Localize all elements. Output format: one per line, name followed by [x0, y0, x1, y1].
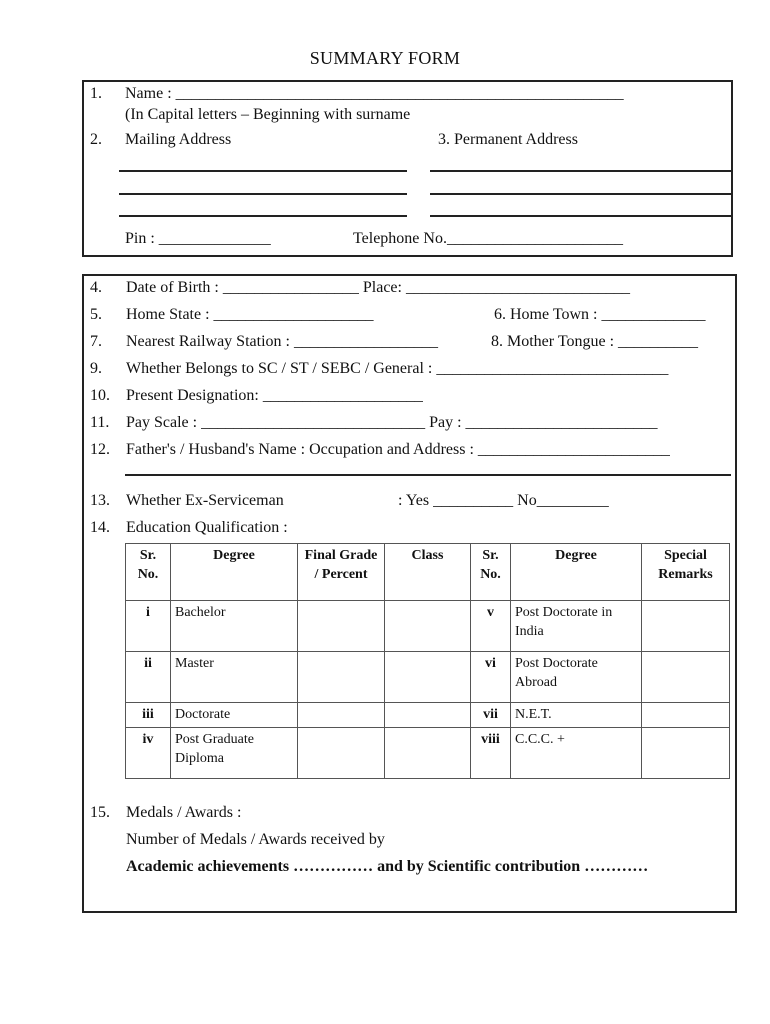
item-number: 7.	[90, 333, 102, 350]
education-table	[125, 543, 730, 779]
item-number: 5.	[90, 306, 102, 323]
degree-cell: N.E.T.	[511, 703, 642, 728]
ex-serviceman-options[interactable]: : Yes __________ No_________	[398, 492, 609, 509]
table-row	[126, 601, 730, 652]
permanent-address-line[interactable]	[430, 215, 731, 217]
mailing-address-line[interactable]	[119, 170, 407, 172]
form-title: SUMMARY FORM	[309, 48, 461, 68]
medals-detail-field[interactable]: Academic achievements …………… and by Scientific contribution …………	[126, 858, 649, 875]
degree-cell: Post Doctorate in India	[511, 601, 642, 652]
sr-no-cell: vii	[471, 703, 511, 728]
sr-no-cell: v	[471, 601, 511, 652]
home-town-field[interactable]: 6. Home Town : _____________	[494, 306, 706, 323]
table-row	[126, 652, 730, 703]
name-field-label[interactable]: Name : ________________________________________________________	[125, 85, 624, 102]
degree-cell: Doctorate	[171, 703, 298, 728]
father-husband-field[interactable]: Father's / Husband's Name : Occupation and Address : ________________________	[126, 441, 670, 458]
column-header: Sr. No.	[126, 544, 171, 601]
degree-cell: Bachelor	[171, 601, 298, 652]
sr-no-cell: i	[126, 601, 171, 652]
sr-no-cell: vi	[471, 652, 511, 703]
degree-cell: Post Graduate Diploma	[171, 728, 298, 779]
sr-no-cell: ii	[126, 652, 171, 703]
item-number-1: 1.	[90, 85, 102, 102]
remarks-input-cell[interactable]	[642, 652, 730, 703]
column-header: Class	[385, 544, 471, 601]
remarks-input-cell[interactable]	[642, 601, 730, 652]
item-number: 9.	[90, 360, 102, 377]
pin-field[interactable]: Pin : ______________	[125, 230, 271, 247]
grade-input-cell[interactable]	[298, 703, 385, 728]
railway-station-field[interactable]: Nearest Railway Station : __________________	[126, 333, 438, 350]
item-number: 10.	[90, 387, 110, 404]
medals-count-label: Number of Medals / Awards received by	[126, 831, 385, 848]
sr-no-cell: iv	[126, 728, 171, 779]
remarks-input-cell[interactable]	[642, 728, 730, 779]
ex-serviceman-label: Whether Ex-Serviceman	[126, 492, 284, 509]
column-header: Final Grade / Percent	[298, 544, 385, 601]
home-state-field[interactable]: Home State : ____________________	[126, 306, 374, 323]
remarks-input-cell[interactable]	[642, 703, 730, 728]
degree-cell: C.C.C. +	[511, 728, 642, 779]
item-number: 11.	[90, 414, 110, 431]
medals-label: Medals / Awards :	[126, 804, 242, 821]
item-number: 13.	[90, 492, 110, 509]
item-number: 4.	[90, 279, 102, 296]
degree-cell: Master	[171, 652, 298, 703]
table-row	[126, 703, 730, 728]
pay-scale-field[interactable]: Pay Scale : ____________________________ Pay : ________________________	[126, 414, 658, 431]
grade-input-cell[interactable]	[298, 728, 385, 779]
education-label: Education Qualification :	[126, 519, 288, 536]
column-header: Sr. No.	[471, 544, 511, 601]
father-husband-line[interactable]	[125, 474, 731, 476]
dob-place-field[interactable]: Date of Birth : _________________ Place: ____________________________	[126, 279, 630, 296]
column-header: Degree	[511, 544, 642, 601]
class-input-cell[interactable]	[385, 601, 471, 652]
item-number-2: 2.	[90, 131, 102, 148]
class-input-cell[interactable]	[385, 652, 471, 703]
sr-no-cell: iii	[126, 703, 171, 728]
mailing-address-label: Mailing Address	[125, 131, 232, 148]
column-header: Degree	[171, 544, 298, 601]
sr-no-cell: viii	[471, 728, 511, 779]
permanent-address-label: 3. Permanent Address	[438, 131, 578, 148]
item-number: 14.	[90, 519, 110, 536]
grade-input-cell[interactable]	[298, 601, 385, 652]
present-designation-field[interactable]: Present Designation: ____________________	[126, 387, 423, 404]
mother-tongue-field[interactable]: 8. Mother Tongue : __________	[491, 333, 699, 350]
mailing-address-line[interactable]	[119, 193, 407, 195]
class-input-cell[interactable]	[385, 703, 471, 728]
name-instruction: (In Capital letters – Beginning with surname	[125, 106, 411, 123]
table-header-row	[126, 544, 730, 601]
permanent-address-line[interactable]	[430, 170, 731, 172]
degree-cell: Post Doctorate Abroad	[511, 652, 642, 703]
permanent-address-line[interactable]	[430, 193, 731, 195]
category-field[interactable]: Whether Belongs to SC / ST / SEBC / General : _____________________________	[126, 360, 669, 377]
mailing-address-line[interactable]	[119, 215, 407, 217]
grade-input-cell[interactable]	[298, 652, 385, 703]
telephone-field[interactable]: Telephone No.______________________	[353, 230, 623, 247]
class-input-cell[interactable]	[385, 728, 471, 779]
item-number: 15.	[90, 804, 110, 821]
table-row	[126, 728, 730, 779]
item-number: 12.	[90, 441, 110, 458]
column-header: Special Remarks	[642, 544, 730, 601]
